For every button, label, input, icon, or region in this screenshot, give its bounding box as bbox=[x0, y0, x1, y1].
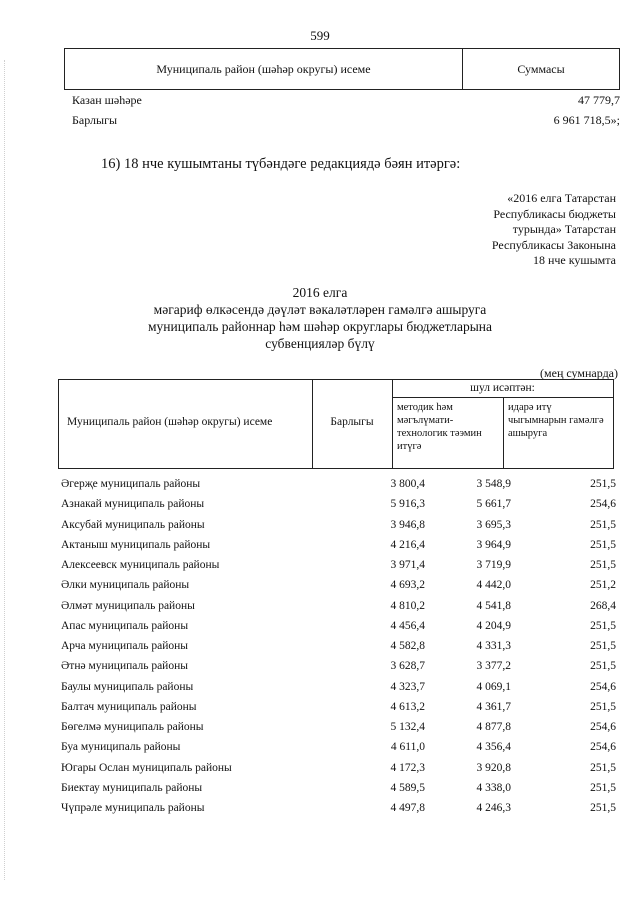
top-row-value: 47 779,7 bbox=[578, 93, 620, 107]
row-administration: 251,5 bbox=[590, 660, 616, 673]
row-total: 3 946,8 bbox=[390, 518, 425, 531]
title-line: мәгариф өлкәсендә дәүләт вәкаләтләрен гамәлгә ашыруга bbox=[153, 302, 487, 317]
row-methodical: 4 361,7 bbox=[476, 700, 511, 713]
header-sub-administration: идарә итү чыгымнарын гамәлгә ашыруга bbox=[508, 402, 604, 439]
row-name: Баулы муниципаль районы bbox=[61, 680, 194, 693]
row-methodical: 4 541,8 bbox=[476, 599, 511, 612]
title-line: 2016 елга bbox=[292, 285, 348, 300]
header-divider bbox=[392, 397, 613, 398]
row-methodical: 3 548,9 bbox=[476, 478, 511, 490]
row-name: Алексеевск муниципаль районы bbox=[61, 559, 220, 571]
row-total: 4 810,2 bbox=[390, 599, 425, 612]
row-administration: 251,5 bbox=[590, 700, 616, 713]
main-table-body bbox=[58, 474, 616, 818]
table-row bbox=[58, 555, 616, 575]
row-methodical: 4 246,3 bbox=[476, 802, 511, 814]
table-row bbox=[58, 535, 616, 555]
row-methodical: 4 356,4 bbox=[476, 741, 511, 754]
row-methodical: 4 877,8 bbox=[476, 721, 511, 733]
row-name: Бөгелмә муниципаль районы bbox=[61, 721, 204, 733]
row-methodical: 5 661,7 bbox=[476, 498, 511, 511]
row-name: Арча муниципаль районы bbox=[61, 640, 189, 652]
appendix-line: 18 нче кушымта bbox=[532, 253, 616, 267]
header-sub-methodical: методик һәм мәгълүмати-технологик тәэмин итүгә bbox=[397, 402, 482, 452]
binding-margin-line bbox=[4, 60, 5, 880]
row-methodical: 3 377,2 bbox=[476, 660, 511, 673]
row-name: Әлмәт муниципаль районы bbox=[61, 599, 195, 612]
row-administration: 251,2 bbox=[590, 579, 616, 592]
row-name: Әлки муниципаль районы bbox=[61, 579, 190, 592]
row-methodical: 4 204,9 bbox=[476, 619, 511, 632]
header-name: Муниципаль район (шәһәр округы) исеме bbox=[67, 416, 273, 428]
row-methodical: 3 695,3 bbox=[476, 518, 511, 531]
appendix-line: Республикасы бюджеты bbox=[493, 206, 616, 221]
table-row bbox=[58, 758, 616, 778]
header-divider bbox=[503, 397, 504, 468]
row-total: 4 172,3 bbox=[390, 761, 425, 774]
table-row bbox=[58, 494, 616, 514]
row-administration: 268,4 bbox=[590, 599, 616, 612]
row-methodical: 4 442,0 bbox=[476, 579, 511, 592]
row-total: 3 628,7 bbox=[390, 660, 425, 673]
table-row bbox=[58, 474, 616, 494]
row-total: 3 800,4 bbox=[390, 478, 425, 490]
row-total: 4 589,5 bbox=[390, 781, 425, 794]
row-methodical: 4 069,1 bbox=[476, 680, 511, 693]
row-total: 4 582,8 bbox=[390, 640, 425, 652]
row-methodical: 4 331,3 bbox=[476, 640, 511, 652]
table-row bbox=[58, 596, 616, 616]
row-name: Буа муниципаль районы bbox=[61, 741, 181, 754]
row-name: Әтнә муниципаль районы bbox=[61, 660, 188, 673]
appendix-note bbox=[492, 191, 616, 269]
row-administration: 254,6 bbox=[590, 741, 616, 754]
table-row bbox=[58, 616, 616, 636]
row-administration: 254,6 bbox=[590, 680, 616, 693]
title-line: муниципаль районнар һәм шәһәр округлары бюджетларына bbox=[147, 319, 492, 334]
appendix-line: «2016 елга Татарстан bbox=[507, 191, 616, 205]
top-row-value: 6 961 718,5»; bbox=[553, 113, 620, 127]
row-name: Әгерҗе муниципаль районы bbox=[61, 478, 201, 490]
row-total: 4 323,7 bbox=[390, 680, 425, 693]
row-total: 4 611,0 bbox=[390, 741, 425, 754]
row-total: 4 613,2 bbox=[390, 700, 425, 713]
top-continuation-table bbox=[64, 48, 620, 90]
top-table-col-sum: Суммасы bbox=[463, 49, 620, 90]
row-administration: 254,6 bbox=[590, 498, 616, 511]
row-name: Чүпрәле муниципаль районы bbox=[61, 802, 205, 814]
row-total: 4 216,4 bbox=[390, 538, 425, 551]
table-row bbox=[58, 798, 616, 818]
row-total: 3 971,4 bbox=[390, 559, 425, 571]
row-name: Югары Ослан муниципаль районы bbox=[61, 761, 232, 774]
row-administration: 251,5 bbox=[590, 640, 616, 652]
row-total: 4 693,2 bbox=[390, 579, 425, 592]
table-row bbox=[58, 778, 616, 798]
row-name: Биектау муниципаль районы bbox=[61, 781, 203, 794]
table-row bbox=[58, 515, 616, 535]
row-methodical: 4 338,0 bbox=[476, 781, 511, 794]
table-row bbox=[58, 697, 616, 717]
row-administration: 251,5 bbox=[590, 781, 616, 794]
main-table-header bbox=[58, 379, 614, 469]
top-row-name: Барлыгы bbox=[72, 113, 118, 127]
table-row bbox=[58, 677, 616, 697]
row-methodical: 3 920,8 bbox=[476, 761, 511, 774]
row-name: Азнакай муниципаль районы bbox=[61, 498, 205, 511]
row-administration: 254,6 bbox=[590, 721, 616, 733]
row-administration: 251,5 bbox=[590, 802, 616, 814]
row-total: 5 916,3 bbox=[390, 498, 425, 511]
appendix-line: турында» Татарстан bbox=[512, 222, 616, 236]
row-methodical: 3 719,9 bbox=[476, 559, 511, 571]
top-table-col-name: Муниципаль район (шәһәр округы) исеме bbox=[65, 49, 463, 90]
top-table-total-row bbox=[64, 113, 620, 130]
document-title bbox=[0, 284, 640, 352]
header-including: шул исәптән: bbox=[470, 382, 535, 394]
row-total: 4 497,8 bbox=[390, 802, 425, 814]
row-name: Апас муниципаль районы bbox=[61, 619, 189, 632]
units-note: (мең сумнарда) bbox=[540, 366, 618, 380]
row-name: Актаныш муниципаль районы bbox=[61, 538, 211, 551]
row-total: 5 132,4 bbox=[390, 721, 425, 733]
row-administration: 251,5 bbox=[590, 478, 616, 490]
table-row bbox=[58, 575, 616, 595]
row-administration: 251,5 bbox=[590, 619, 616, 632]
row-methodical: 3 964,9 bbox=[476, 538, 511, 551]
row-name: Аксубай муниципаль районы bbox=[61, 518, 205, 531]
appendix-line: Республикасы Законына bbox=[491, 237, 616, 252]
table-row bbox=[58, 737, 616, 757]
row-administration: 251,5 bbox=[590, 538, 616, 551]
table-row bbox=[58, 656, 616, 676]
paragraph-16: 16) 18 нче кушымтаны түбәндәге редакциядә бәян итәргә: bbox=[101, 156, 461, 172]
row-administration: 251,5 bbox=[590, 559, 616, 571]
header-total: Барлыгы bbox=[330, 416, 374, 428]
row-name: Балтач муниципаль районы bbox=[61, 700, 197, 713]
row-administration: 251,5 bbox=[590, 761, 616, 774]
page-number: 599 bbox=[310, 28, 330, 43]
top-table-row bbox=[64, 93, 620, 110]
table-row bbox=[58, 636, 616, 656]
title-line: субвенцияләр бүлү bbox=[265, 336, 375, 351]
row-total: 4 456,4 bbox=[390, 619, 425, 632]
table-row bbox=[58, 717, 616, 737]
top-row-name: Казан шәһәре bbox=[72, 93, 142, 107]
row-administration: 251,5 bbox=[590, 518, 616, 531]
